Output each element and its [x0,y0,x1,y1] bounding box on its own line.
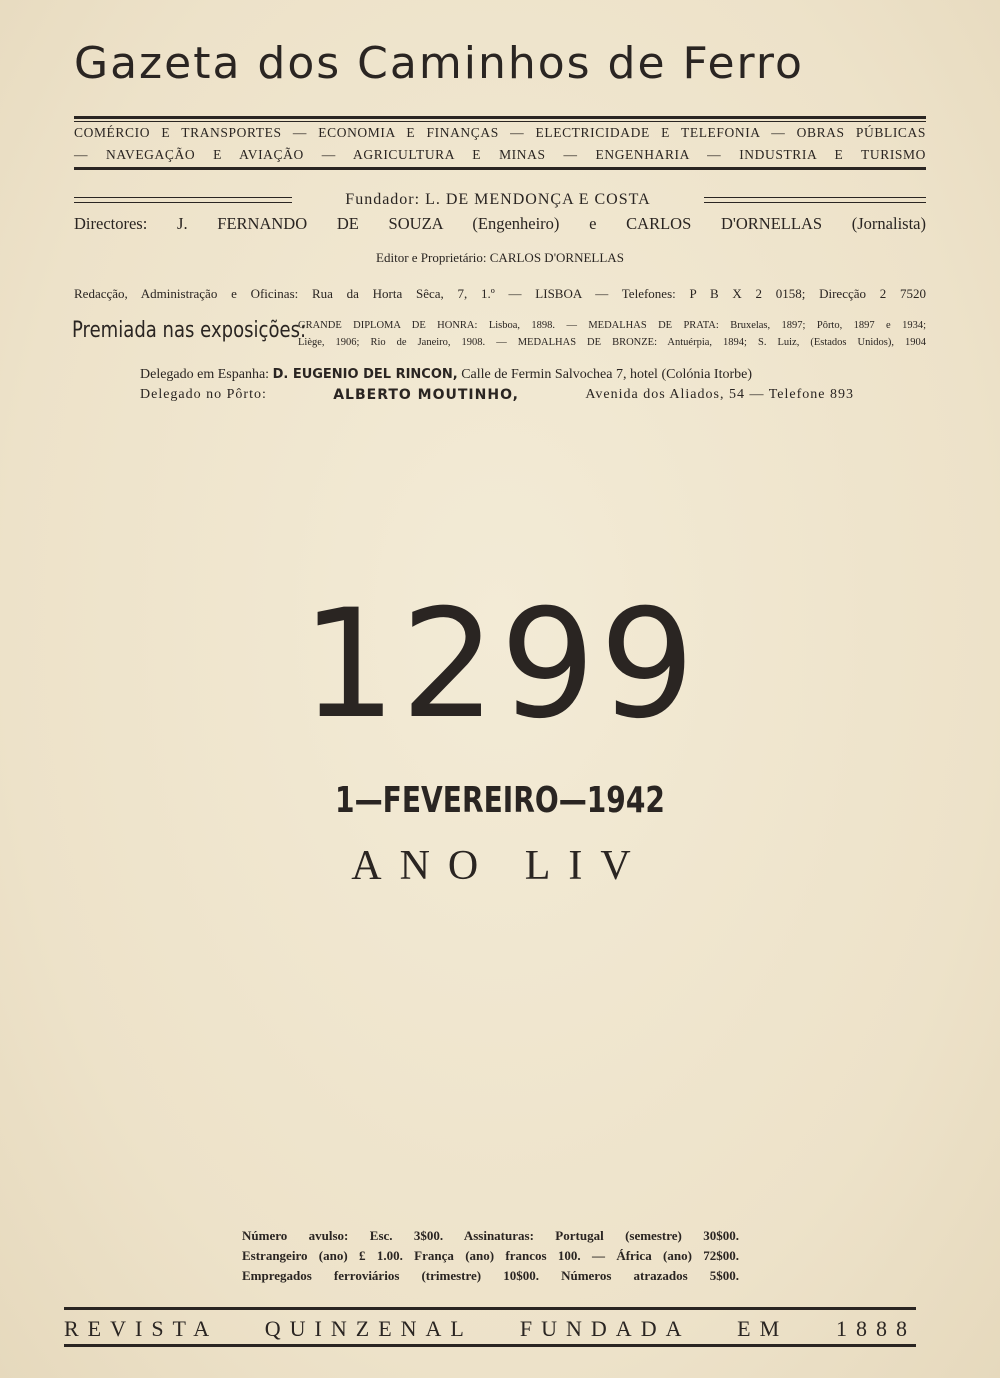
awards-line-1: GRANDE DIPLOMA DE HONRA: Lisboa, 1898. — MEDALHAS DE PRATA: Bruxelas, 1897; Pôrto, 1897 e 1934; [298,320,926,331]
masthead-rule-thin [74,121,926,122]
issue-number: 1299 [301,578,699,752]
delegate-spain-name: D. EUGENIO DEL RINCON, [272,367,458,382]
prices-line-2: Estrangeiro (ano) £ 1.00. França (ano) francos 100. — África (ano) 72$00. [242,1248,739,1263]
footer-rule-top [64,1307,916,1310]
founder-row [74,190,926,210]
awards-line-2: Liège, 1906; Rio de Janeiro, 1908. — MEDALHAS DE BRONZE: Antuérpia, 1894; S. Luiz, (Estados Unidos), 1904 [298,337,926,348]
prices-line-3: Empregados ferroviários (trimestre) 10$00. Números atrazados 5$00. [242,1268,739,1283]
footer-text: REVISTA QUINZENAL FUNDADA EM 1888 [64,1316,916,1341]
issue-date: 1—FEVEREIRO—1942 [335,780,665,821]
founder-rule-right [704,197,926,203]
delegate-porto [140,387,854,403]
masthead-rule-thick [74,116,926,119]
editor-line: Editor e Proprietário: CARLOS D'ORNELLAS [376,250,624,265]
issue-year: ANO LIV [351,843,649,889]
awards-label: Premiada nas exposições: [72,318,307,343]
topics-line-2: — NAVEGAÇÃO E AVIAÇÃO — AGRICULTURA E MINAS — ENGENHARIA — INDUSTRIA E TURISMO [74,147,926,162]
delegate-spain-address: Calle de Fermin Salvochea 7, hotel (Colónia Itorbe) [461,367,753,382]
delegate-spain [140,367,752,383]
delegate-porto-label: Delegado no Pôrto: [140,387,267,402]
delegate-porto-name: ALBERTO MOUTINHO, [333,387,519,403]
address-line: Redacção, Administração e Oficinas: Rua da Horta Sêca, 7, 1.º — LISBOA — Telefones: P B X 2 0158; Direcção 2 7520 [74,286,926,301]
footer-rule-bottom [64,1344,916,1347]
delegate-spain-label: Delegado em Espanha: [140,367,270,382]
directors-line: Directores: J. FERNANDO DE SOUZA (Engenheiro) e CARLOS D'ORNELLAS (Jornalista) [74,214,926,233]
masthead-title: Gazeta dos Caminhos de Ferro [74,38,804,89]
founder-line: Fundador: L. DE MENDONÇA E COSTA [345,191,651,208]
prices-line-1: Número avulso: Esc. 3$00. Assinaturas: Portugal (semestre) 30$00. [242,1228,739,1243]
topics-line-1: COMÉRCIO E TRANSPORTES — ECONOMIA E FINANÇAS — ELECTRICIDADE E TELEFONIA — OBRAS PÚBLICAS [74,125,926,140]
founder-rule-left [74,197,292,203]
topics-rule [74,167,926,170]
delegate-porto-address: Avenida dos Aliados, 54 — Telefone 893 [585,387,854,402]
